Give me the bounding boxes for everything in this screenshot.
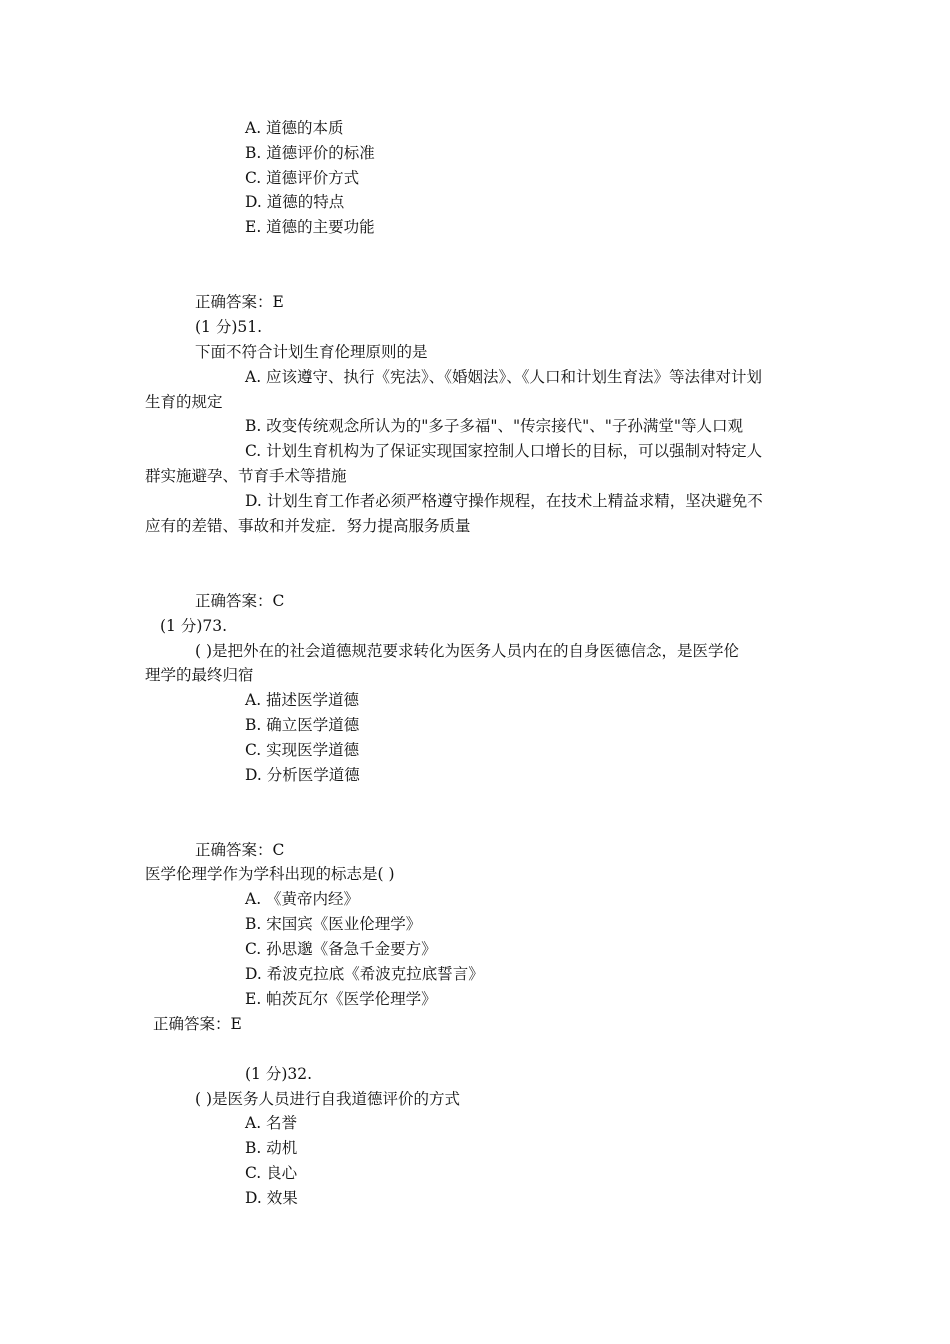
option-a: A. 描述医学道德 [245, 691, 360, 709]
option-d: D. 道德的特点 [245, 193, 345, 211]
option-e: E. 道德的主要功能 [245, 218, 375, 236]
option-e: E. 帕茨瓦尔《医学伦理学》 [245, 990, 437, 1008]
option-c-continuation: 群实施避孕、节育手术等措施 [145, 467, 347, 485]
correct-answer: 正确答案：C [195, 592, 285, 610]
option-a: A. 应该遵守、执行《宪法》、《婚姻法》、《人口和计划生育法》等法律对计划 [245, 368, 763, 386]
option-b: B. 动机 [245, 1139, 298, 1157]
option-b: B. 改变传统观念所认为的"多子多福"、"传宗接代"、"子孙满堂"等人口观 [245, 417, 744, 435]
option-d: D. 希波克拉底《希波克拉底誓言》 [245, 965, 484, 983]
option-c: C. 计划生育机构为了保证实现国家控制人口增长的目标，可以强制对特定人 [245, 442, 763, 460]
option-a: A. 名誉 [245, 1114, 298, 1132]
option-b: B. 宋国宾《医业伦理学》 [245, 915, 422, 933]
option-b: B. 道德评价的标准 [245, 144, 375, 162]
option-a: A. 《黄帝内经》 [245, 890, 360, 908]
option-a-continuation: 生育的规定 [145, 393, 223, 411]
correct-answer: 正确答案：C [195, 841, 285, 859]
option-a: A. 道德的本质 [245, 119, 344, 137]
option-c: C. 良心 [245, 1164, 298, 1182]
question-number: (1 分)32. [245, 1065, 313, 1083]
option-d-continuation: 应有的差错、事故和并发症．努力提高服务质量 [145, 517, 471, 535]
question-number: (1 分)73. [160, 617, 228, 635]
option-c: C. 道德评价方式 [245, 169, 360, 187]
option-d: D. 分析医学道德 [245, 766, 360, 784]
question-number: (1 分)51. [195, 318, 263, 336]
option-c: C. 实现医学道德 [245, 741, 360, 759]
correct-answer: 正确答案：E [153, 1015, 242, 1033]
question-stem: ( )是把外在的社会道德规范要求转化为医务人员内在的自身医德信念，是医学伦 [195, 642, 740, 660]
option-d: D. 效果 [245, 1189, 298, 1207]
question-stem: ( )是医务人员进行自我道德评价的方式 [195, 1090, 461, 1108]
option-d: D. 计划生育工作者必须严格遵守操作规程，在技术上精益求精，坚决避免不 [245, 492, 763, 510]
question-stem-continuation: 理学的最终归宿 [145, 666, 254, 684]
option-c: C. 孙思邈《备急千金要方》 [245, 940, 437, 958]
question-stem: 下面不符合计划生育伦理原则的是 [195, 343, 428, 361]
option-b: B. 确立医学道德 [245, 716, 360, 734]
question-stem: 医学伦理学作为学科出现的标志是( ) [145, 865, 395, 883]
correct-answer: 正确答案：E [195, 293, 284, 311]
